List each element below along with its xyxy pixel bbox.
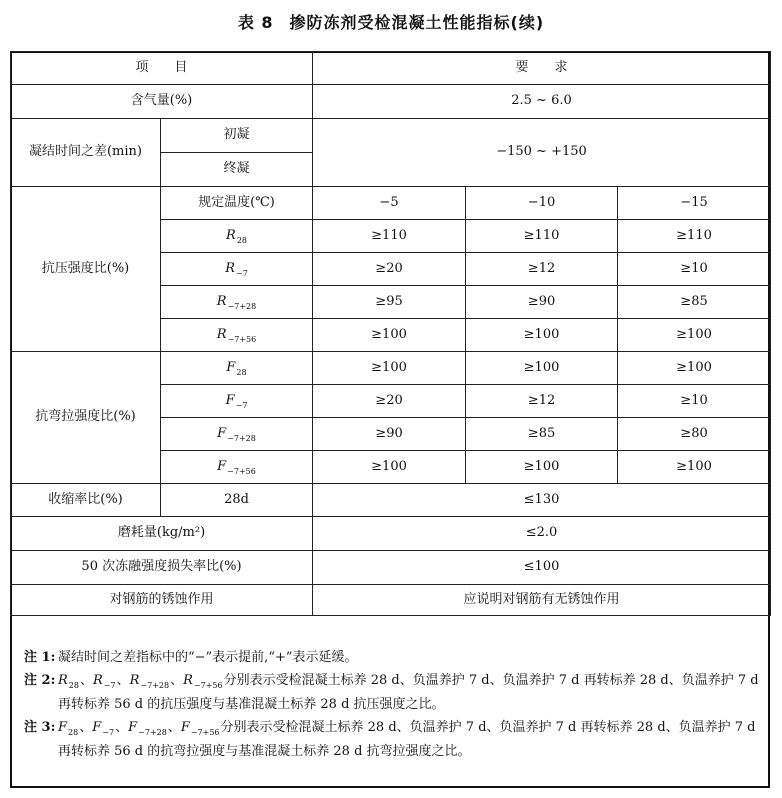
note-1 — [24, 646, 764, 669]
symbol-subscript: 28 — [236, 235, 247, 245]
temp-cell: −15 — [618, 187, 771, 220]
value-cell: ≥90 — [466, 286, 618, 319]
value-cell: ≥20 — [313, 385, 466, 418]
value-cell: ≥10 — [618, 253, 771, 286]
symbol-letter: R — [226, 227, 236, 243]
value-cell: ≥95 — [313, 286, 466, 319]
value-cell: ≥100 — [618, 319, 771, 352]
row-symbol — [161, 352, 313, 385]
note-separator: 、 — [170, 673, 184, 688]
note-subscript: −7+56 — [190, 728, 220, 737]
row-symbol — [161, 451, 313, 484]
symbol-subscript: −7+56 — [227, 334, 257, 344]
temp-cell: −10 — [466, 187, 618, 220]
value-cell: ≥12 — [466, 385, 618, 418]
setting-value: −150 ~ +150 — [313, 119, 771, 187]
freeze-value: ≤100 — [313, 551, 771, 585]
corrosion-value: 应说明对钢筋有无锈蚀作用 — [313, 585, 771, 616]
symbol-subscript: −7+28 — [227, 301, 257, 311]
value-cell: ≥85 — [618, 286, 771, 319]
table-row — [11, 352, 771, 385]
symbol-subscript: −7 — [236, 268, 248, 278]
setting-label: 凝结时间之差(min) — [11, 119, 161, 187]
temp-row — [11, 187, 771, 220]
value-cell: ≥10 — [618, 385, 771, 418]
setting-row-initial — [11, 119, 771, 153]
note-subscript: −7+28 — [138, 728, 167, 737]
header-row — [11, 52, 771, 85]
row-symbol — [161, 220, 313, 253]
header-item: 项 目 — [11, 52, 313, 85]
note-subscript: −7+28 — [140, 681, 170, 690]
air-label: 含气量(%) — [11, 85, 313, 119]
setting-initial: 初凝 — [161, 119, 313, 153]
row-symbol — [161, 385, 313, 418]
symbol-subscript: −7+56 — [227, 466, 256, 476]
note-text: 凝结时间之差指标中的“−”表示提前,“+”表示延缓。 — [58, 650, 358, 665]
spec-table — [10, 51, 771, 616]
note-subscript: 28 — [68, 681, 79, 690]
note-subscript: −7 — [102, 728, 115, 737]
corrosion-label: 对钢筋的锈蚀作用 — [11, 585, 313, 616]
air-value: 2.5 ~ 6.0 — [313, 85, 771, 119]
row-symbol — [161, 418, 313, 451]
value-cell: ≥90 — [313, 418, 466, 451]
note-text: 分别表示受检混凝土标养 28 d、负温养护 7 d、负温养护 7 d 再转标养 28 d、负温养护 7 d 再转标养 56 d 的抗弯拉强度与基准混凝土标养 28 d 抗弯拉强度之比。 — [58, 720, 756, 759]
note-symbol: R — [129, 673, 140, 688]
value-cell: ≥100 — [618, 451, 771, 484]
note-2 — [24, 669, 764, 716]
abrasion-label: 磨耗量(kg/m²) — [11, 517, 313, 551]
value-cell: ≥100 — [618, 352, 771, 385]
note-symbol: F — [58, 720, 68, 735]
symbol-subscript: −7+28 — [227, 433, 256, 443]
table-notes — [24, 646, 764, 763]
note-symbol: R — [93, 673, 103, 688]
note-tag: 注 1: — [24, 650, 56, 665]
abrasion-value: ≤2.0 — [313, 517, 771, 551]
symbol-letter: R — [225, 260, 235, 276]
value-cell: ≥100 — [313, 319, 466, 352]
row-symbol — [161, 286, 313, 319]
table-title — [0, 10, 782, 34]
value-cell: ≥100 — [313, 451, 466, 484]
value-cell: ≥110 — [466, 220, 618, 253]
note-separator: 、 — [115, 720, 129, 735]
freeze-row — [11, 551, 771, 585]
note-symbol: R — [183, 673, 193, 688]
symbol-letter: F — [226, 359, 236, 375]
value-cell: ≥100 — [313, 352, 466, 385]
value-cell: ≥100 — [466, 451, 618, 484]
note-separator: 、 — [79, 720, 93, 735]
freeze-label: 50 次冻融强度损失率比(%) — [11, 551, 313, 585]
shrinkage-age: 28d — [161, 484, 313, 517]
corrosion-row — [11, 585, 771, 616]
note-subscript: −7+56 — [193, 681, 223, 690]
value-cell: ≥100 — [466, 352, 618, 385]
note-symbol: F — [92, 720, 102, 735]
symbol-letter: F — [225, 392, 235, 408]
abrasion-row — [11, 517, 771, 551]
note-subscript: −7 — [103, 681, 116, 690]
note-3 — [24, 716, 764, 763]
symbol-letter: F — [217, 458, 227, 474]
row-symbol — [161, 319, 313, 352]
row-symbol — [161, 253, 313, 286]
symbol-letter: R — [216, 293, 227, 309]
value-cell: ≥80 — [618, 418, 771, 451]
symbol-letter: F — [217, 425, 227, 441]
temp-label: 规定温度(℃) — [161, 187, 313, 220]
table-number: 表 8 — [237, 13, 274, 32]
value-cell: ≥20 — [313, 253, 466, 286]
setting-final: 终凝 — [161, 153, 313, 187]
note-tag: 注 3: — [24, 720, 56, 735]
header-requirement: 要 求 — [313, 52, 771, 85]
shrinkage-row — [11, 484, 771, 517]
air-row — [11, 85, 771, 119]
note-tag: 注 2: — [24, 673, 56, 688]
note-subscript: 28 — [68, 728, 79, 737]
note-symbol: R — [58, 673, 68, 688]
shrinkage-label: 收缩率比(%) — [11, 484, 161, 517]
value-cell: ≥85 — [466, 418, 618, 451]
table-caption: 掺防冻剂受检混凝土性能指标(续) — [289, 13, 545, 32]
symbol-subscript: 28 — [236, 367, 247, 377]
symbol-subscript: −7 — [235, 400, 248, 410]
value-cell: ≥100 — [466, 319, 618, 352]
value-cell: ≥12 — [466, 253, 618, 286]
note-text: 分别表示受检混凝土标养 28 d、负温养护 7 d、负温养护 7 d 再转标养 28 d、负温养护 7 d 再转标养 56 d 的抗压强度与基准混凝土标养 28 d 抗压强度之比。 — [58, 673, 759, 712]
note-separator: 、 — [167, 720, 181, 735]
flexural-label: 抗弯拉强度比(%) — [11, 352, 161, 484]
note-symbol: F — [128, 720, 138, 735]
value-cell: ≥110 — [618, 220, 771, 253]
note-symbol: F — [180, 720, 190, 735]
compressive-label: 抗压强度比(%) — [11, 187, 161, 352]
note-separator: 、 — [79, 673, 93, 688]
note-separator: 、 — [116, 673, 130, 688]
value-cell: ≥110 — [313, 220, 466, 253]
temp-cell: −5 — [313, 187, 466, 220]
shrinkage-value: ≤130 — [313, 484, 771, 517]
symbol-letter: R — [216, 326, 227, 342]
